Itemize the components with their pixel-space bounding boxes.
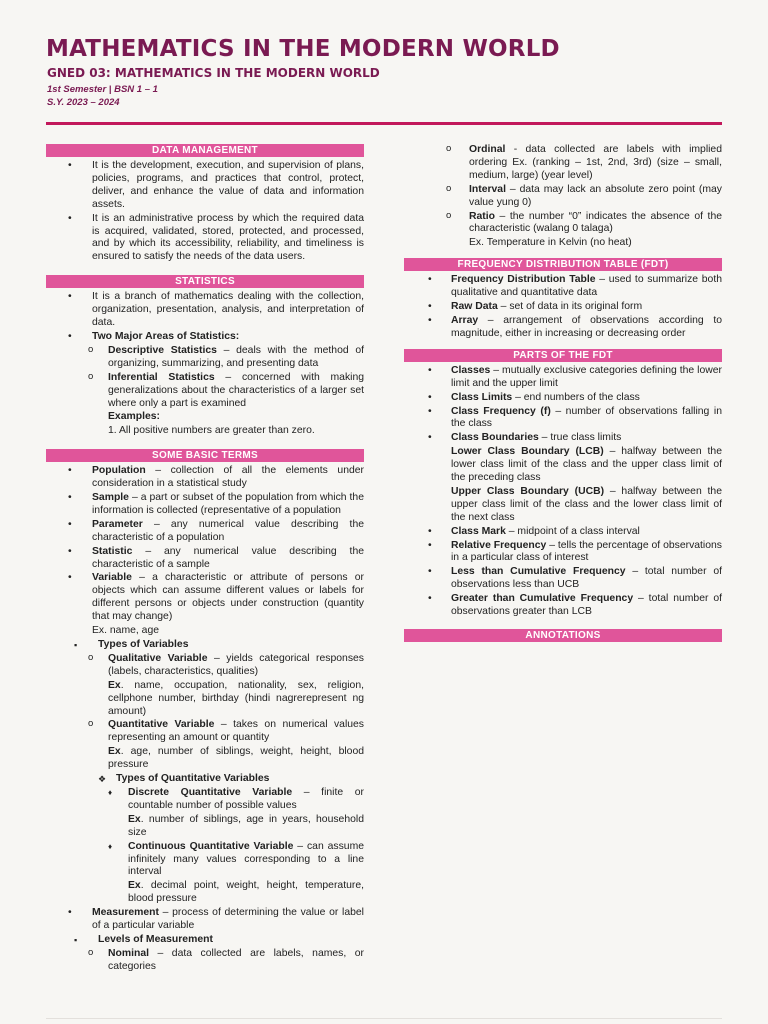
list-item: • Greater than Cumulative Frequency – total number of observations greater than LCB <box>404 593 722 619</box>
list-item: o Interval – data may lack an absolute zero point (may value yung 0) <box>404 184 722 210</box>
section-header-fdt: FREQUENCY DISTRIBUTION TABLE (FDT) <box>404 258 722 271</box>
section-header-annotations: ANNOTATIONS <box>404 629 722 642</box>
list-item: • Array – arrangement of observations according to magnitude, either in increasing or decreasing order <box>404 315 722 341</box>
list-item: o Qualitative Variable – yields categorical responses (labels, characteristics, qualities) <box>46 653 364 679</box>
list-item: • Sample – a part or subset of the population from which the information is collected (representative of a population <box>46 492 364 518</box>
example-text: Ex. name, occupation, nationality, sex, religion, cellphone number, birthday (hindi nagrerepresent ng amount) <box>108 679 364 717</box>
list-item: ▪ Levels of Measurement <box>46 934 364 947</box>
list-item: • Population – collection of all the elements under consideration in a statistical study <box>46 465 364 491</box>
list-item: • Parameter – any numerical value describing the characteristic of a population <box>46 519 364 545</box>
list-item: • It is a branch of mathematics dealing with the collection, organization, presentation, analysis, and interpretation of data. <box>46 291 364 330</box>
section-header-basic-terms: SOME BASIC TERMS <box>46 449 364 462</box>
list-item: • Classes – mutually exclusive categories defining the lower limit and the upper limit <box>404 365 722 391</box>
sub-definition: Lower Class Boundary (LCB) – halfway between the lower class limit of the class and the upper class limit of the preceding class <box>451 446 722 484</box>
title-rule <box>46 122 722 125</box>
section-header-statistics: STATISTICS <box>46 275 364 288</box>
list-item: • It is an administrative process by which the required data is acquired, validated, stored, protected, and processed, and by which its accessibility, reliability, and timeliness is ensured to satisfy the needs of the data users. <box>46 213 364 265</box>
list-item: • Measurement – process of determining the value or label of a particular variable <box>46 907 364 933</box>
list-item: • Class Frequency (f) – number of observations falling in the class <box>404 406 722 432</box>
list-item: • It is the development, execution, and supervision of plans, policies, programs, and practices that control, protect, deliver, and enhance the value of data and information assets. <box>46 160 364 212</box>
section-header-parts-fdt: PARTS OF THE FDT <box>404 349 722 362</box>
list-item: • Class Limits – end numbers of the class <box>404 392 722 405</box>
list-item: ♦ Continuous Quantitative Variable – can assume infinitely many values corresponding to a line interval <box>46 841 364 880</box>
school-year-line: S.Y. 2023 – 2024 <box>47 97 120 108</box>
sub-definition: Upper Class Boundary (UCB) – halfway between the upper class limit of the class and the lower class limit of the next class <box>451 485 722 523</box>
list-item: • Statistic – any numerical value describing the characteristic of a sample <box>46 546 364 572</box>
example-text: Ex. Temperature in Kelvin (no heat) <box>469 237 632 249</box>
list-item: • Two Major Areas of Statistics: <box>46 331 364 344</box>
example-text: Ex. name, age <box>92 625 160 637</box>
list-item: o Ratio – the number “0” indicates the absence of the characteristic (walang 0 talaga) <box>404 211 722 237</box>
list-item: • Frequency Distribution Table – used to summarize both qualitative and quantitative data <box>404 274 722 300</box>
list-item: • Class Boundaries – true class limits <box>404 432 722 445</box>
example-text: Ex. age, number of siblings, weight, height, blood pressure <box>108 746 364 771</box>
list-item: o Ordinal - data collected are labels with implied ordering Ex. (ranking – 1st, 2nd, 3rd) (size – small, medium, large) (year level) <box>404 144 722 183</box>
semester-line: 1st Semester | BSN 1 – 1 <box>47 84 158 95</box>
section-header-data-management: DATA MANAGEMENT <box>46 144 364 157</box>
page-bottom-edge <box>46 1018 722 1019</box>
list-item: ❖ Types of Quantitative Variables <box>46 773 364 786</box>
list-item: o Inferential Statistics – concerned with making generalizations about the characteristics of a larger set where only a part is examined <box>46 372 364 411</box>
example-text: 1. All positive numbers are greater than zero. <box>108 425 315 437</box>
course-subtitle: GNED 03: MATHEMATICS IN THE MODERN WORLD <box>47 66 380 80</box>
list-item: o Descriptive Statistics – deals with the method of organizing, summarizing, and presenting data <box>46 345 364 371</box>
list-item: • Class Mark – midpoint of a class interval <box>404 526 722 539</box>
example-text: Ex. decimal point, weight, height, temperature, blood pressure <box>128 880 364 905</box>
list-item: • Relative Frequency – tells the percentage of observations in a particular class of interest <box>404 540 722 566</box>
examples-label: Examples: <box>108 411 160 423</box>
list-item: • Less than Cumulative Frequency – total number of observations less than UCB <box>404 566 722 592</box>
list-item: • Raw Data – set of data in its original form <box>404 301 722 314</box>
example-text: Ex. number of siblings, age in years, household size <box>128 813 364 838</box>
right-column <box>404 144 722 645</box>
list-item: ▪ Types of Variables <box>46 639 364 652</box>
list-item: • Variable – a characteristic or attribute of persons or objects which can assume different values or labels for different persons or objects under construction (quantity that may change) <box>46 572 364 624</box>
document-title: MATHEMATICS IN THE MODERN WORLD <box>46 36 560 62</box>
list-item: o Nominal – data collected are labels, names, or categories <box>46 948 364 974</box>
list-item: o Quantitative Variable – takes on numerical values representing an amount or quantity <box>46 719 364 745</box>
left-column <box>46 144 364 975</box>
list-item: ♦ Discrete Quantitative Variable – finite or countable number of possible values <box>46 787 364 813</box>
